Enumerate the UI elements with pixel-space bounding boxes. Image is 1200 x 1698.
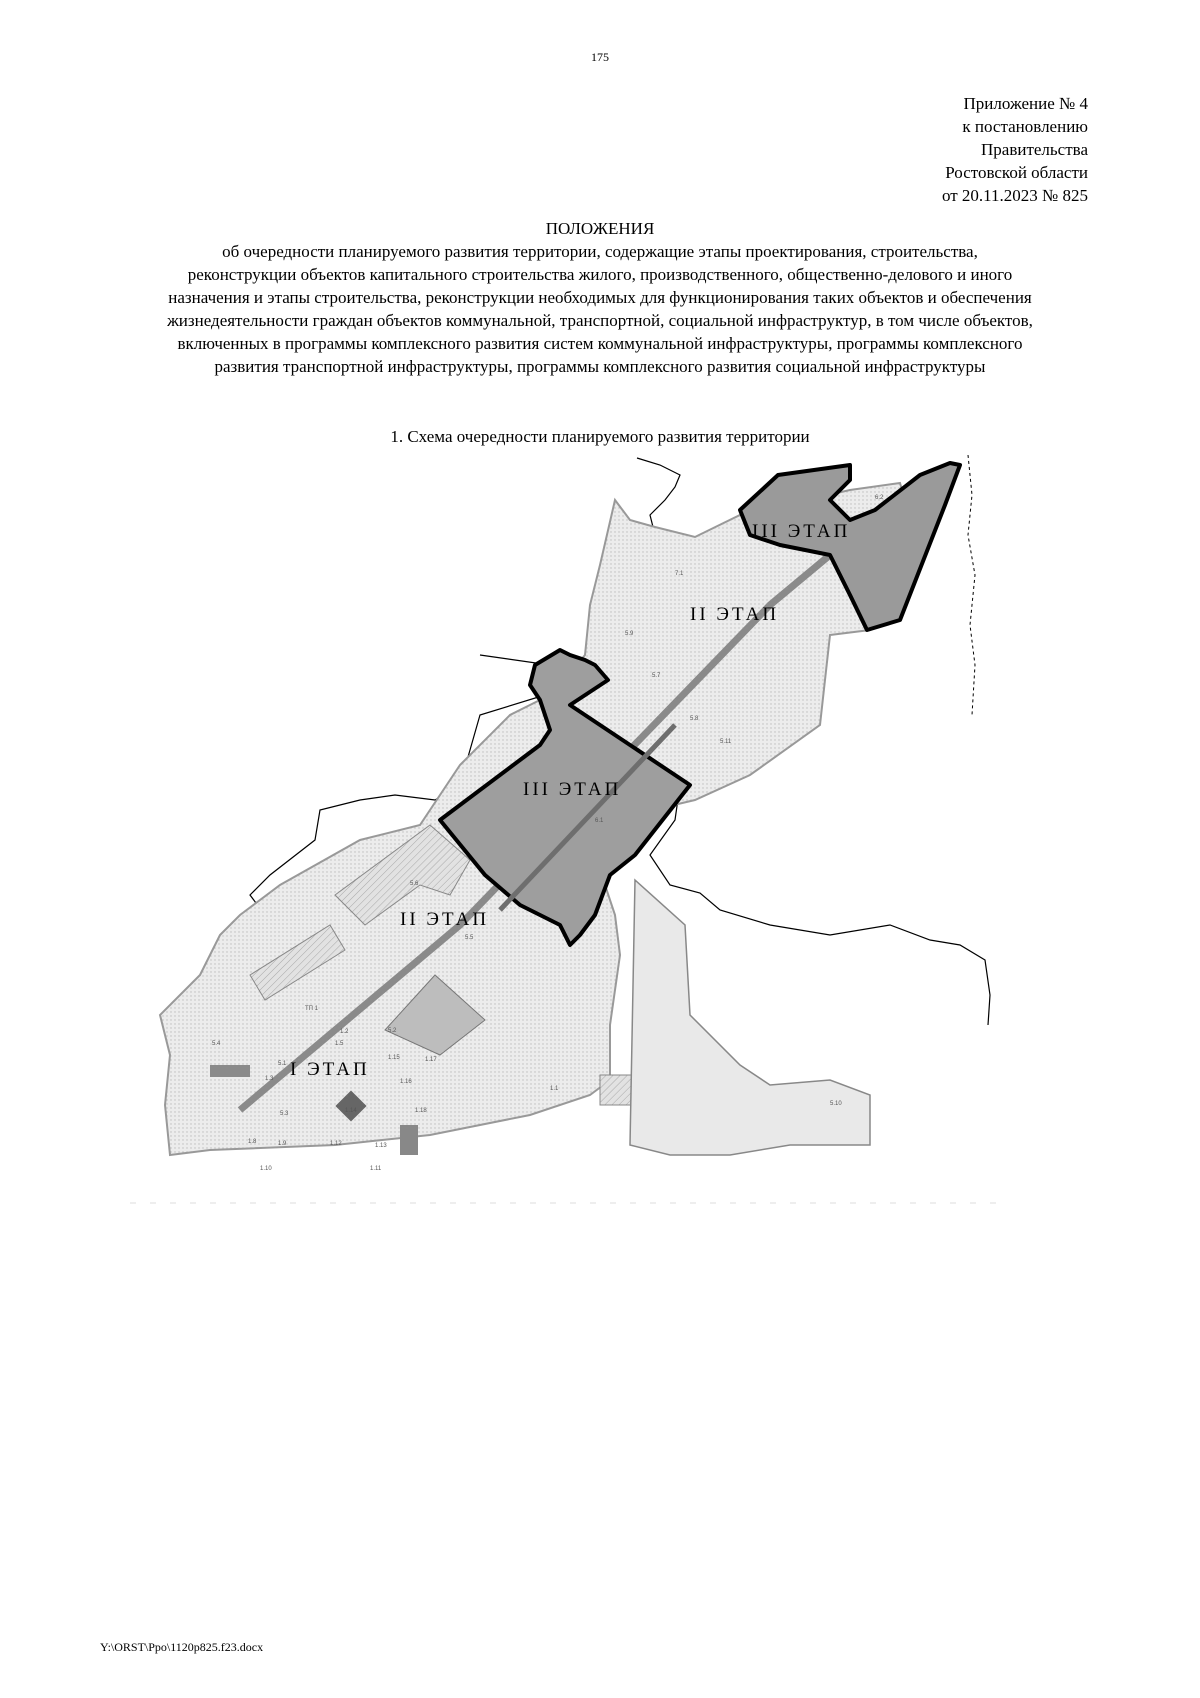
appendix-line: Ростовской области <box>945 163 1088 182</box>
plot-label: 1.2 <box>340 1029 349 1035</box>
page-number: 175 <box>591 50 609 64</box>
stage-label: II ЭТАП <box>690 604 780 625</box>
boundary-line <box>968 455 975 715</box>
subtitle-line: назначения и этапы строительства, реконструкции необходимых для функционирования таких объектов и обеспечения <box>168 288 1032 307</box>
plot-label: ТП 1 <box>305 1006 318 1012</box>
appendix-line: Правительства <box>981 140 1088 159</box>
plot-label: 1.11 <box>370 1166 382 1172</box>
appendix-reference <box>828 92 1088 207</box>
plot-label: 5.6 <box>410 881 419 887</box>
development-stage-scheme <box>130 455 1090 1325</box>
plot-label: 5.5 <box>465 935 474 941</box>
plot-label: 1.9 <box>278 1141 287 1147</box>
appendix-line: к постановлению <box>962 117 1088 136</box>
plot-label: 5.3 <box>280 1111 289 1117</box>
plot-label: 5.4 <box>212 1041 221 1047</box>
plot-label: 5.10 <box>830 1101 842 1107</box>
plot-label: 1.13 <box>375 1143 387 1149</box>
plot-label: 1.8 <box>248 1139 257 1145</box>
plot-label: 1.10 <box>260 1166 272 1172</box>
subtitle-line: реконструкции объектов капитального строительства жилого, производственного, общественно-делового и иного <box>187 265 1013 284</box>
plot-label: 5.2 <box>388 1028 397 1034</box>
plot-label: 6.1 <box>595 818 604 824</box>
plot-label: 1.3 <box>265 1076 274 1082</box>
plot-label: 1.15 <box>388 1055 400 1061</box>
plot-label: 5.11 <box>720 739 732 745</box>
subtitle-line: об очередности планируемого развития территории, содержащие этапы проектирования, строительства, <box>222 242 978 261</box>
stage-label: I ЭТАП <box>290 1059 370 1080</box>
territory-lobe <box>630 880 870 1155</box>
building-block <box>210 1065 250 1077</box>
section-heading: 1. Схема очередности планируемого развития территории <box>390 427 810 446</box>
plot-label: 1.5 <box>335 1041 344 1047</box>
plot-label: 1.16 <box>400 1079 412 1085</box>
stage-label: III ЭТАП <box>752 521 851 542</box>
document-title: ПОЛОЖЕНИЯ <box>545 219 655 238</box>
plot-label: 1.12 <box>330 1141 342 1147</box>
document-subtitle <box>40 240 1160 378</box>
subtitle-line: развития транспортной инфраструктуры, программы комплексного развития социальной инфраструктуры <box>214 357 986 376</box>
subtitle-line: жизнедеятельности граждан объектов коммунальной, транспортной, социальной инфраструктур, в том числе объектов, <box>167 311 1033 330</box>
file-path-footer: Y:\ORST\Ppo\1120p825.f23.docx <box>100 1640 264 1654</box>
plot-label: 5.7 <box>652 673 661 679</box>
plot-label: 5.1 <box>278 1061 287 1067</box>
plot-label: 1.17 <box>425 1057 437 1063</box>
plot-label: 1.1 <box>550 1086 559 1092</box>
appendix-line: Приложение № 4 <box>963 94 1088 113</box>
stage-label: III ЭТАП <box>523 779 622 800</box>
appendix-line: от 20.11.2023 № 825 <box>941 186 1088 205</box>
building-block <box>400 1125 418 1155</box>
stage-label: II ЭТАП <box>400 909 490 930</box>
plot-label: 6.2 <box>875 495 884 501</box>
plot-label: 7.1 <box>675 571 684 577</box>
boundary-line <box>650 785 990 1025</box>
plot-label: 5.8 <box>690 716 699 722</box>
plot-label: 5.9 <box>625 631 634 637</box>
subtitle-line: включенных в программы комплексного развития систем коммунальной инфраструктуры, программы комплексного <box>177 334 1023 353</box>
plot-label: 1.14 <box>345 1108 357 1114</box>
plot-label: 1.18 <box>415 1108 427 1114</box>
